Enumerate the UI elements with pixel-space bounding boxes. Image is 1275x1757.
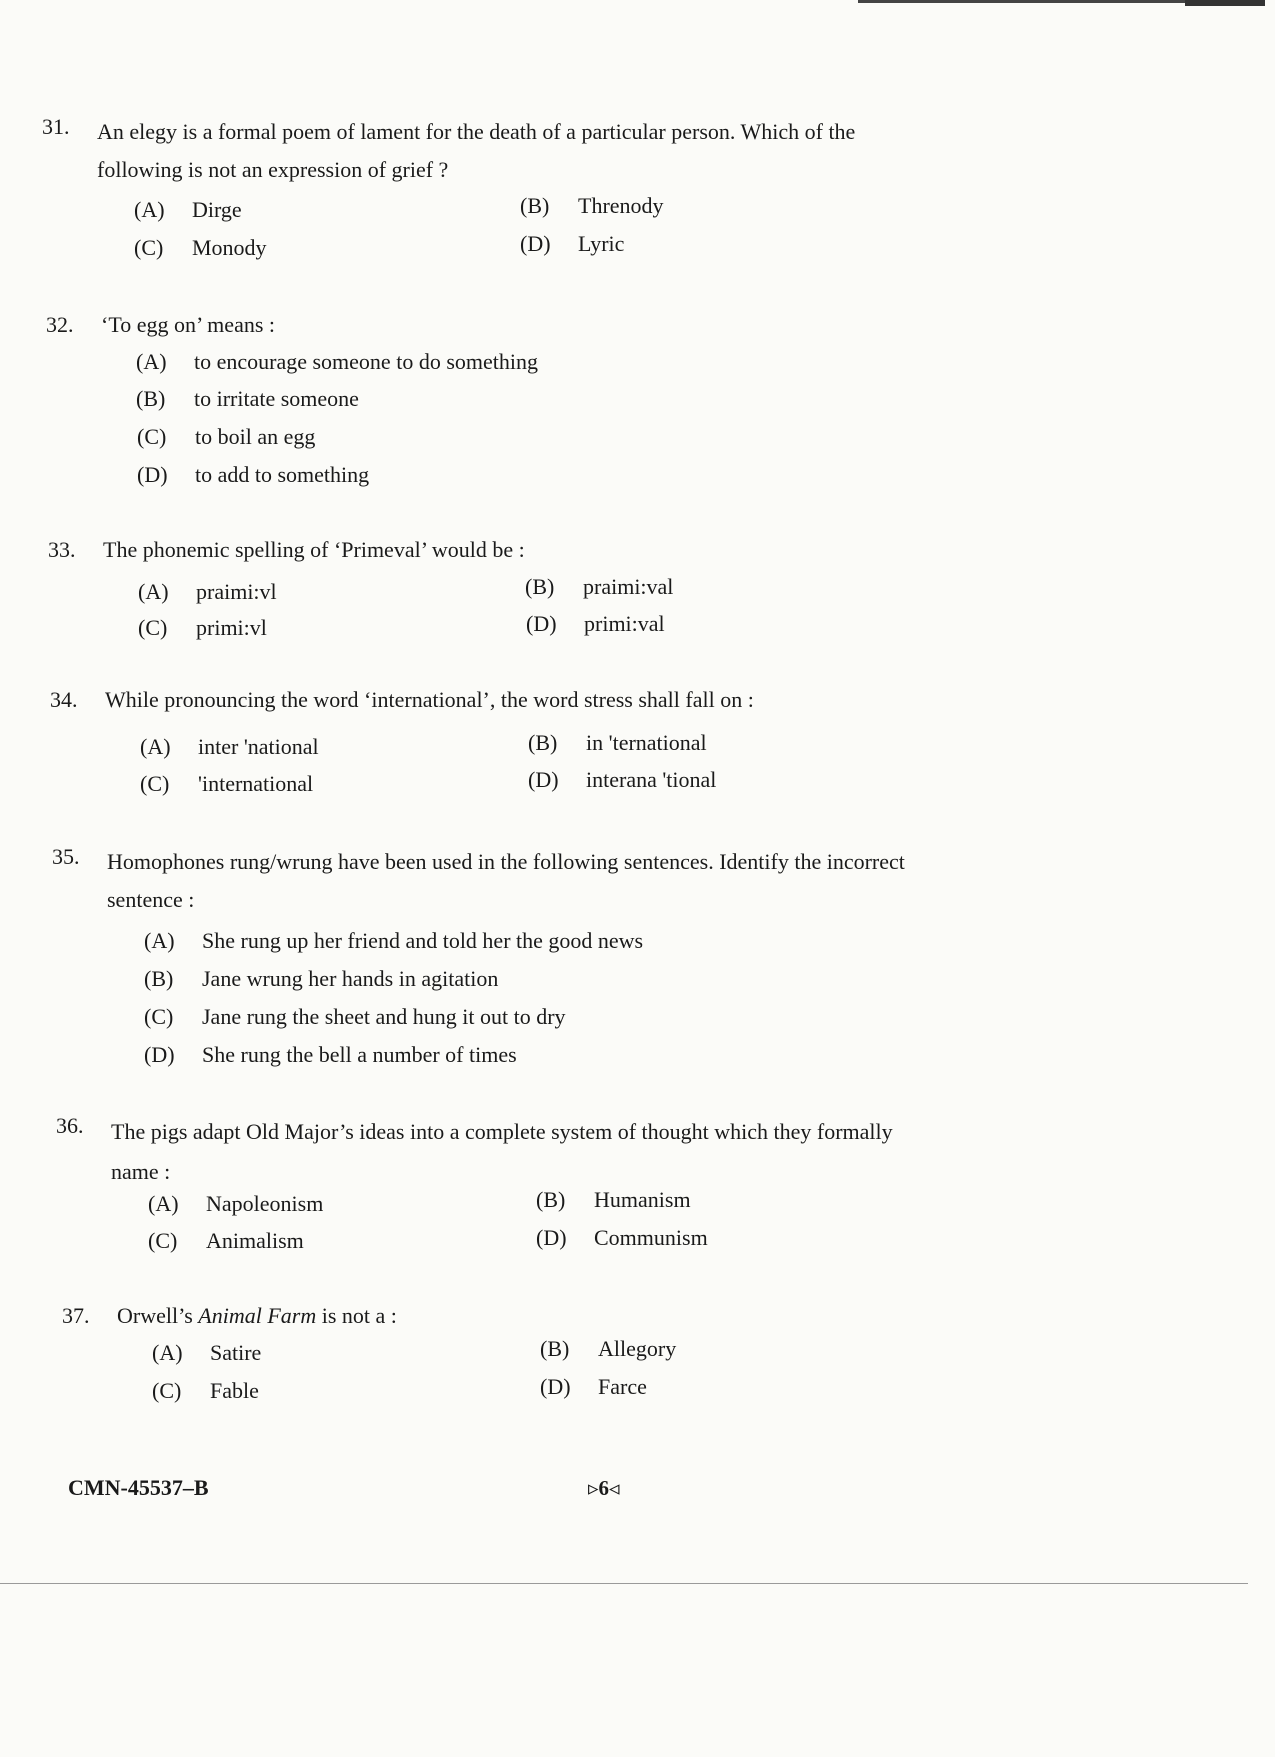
scan-edge-mark: [858, 0, 1238, 3]
option-text: Monody: [192, 235, 267, 260]
option-text: to add to something: [195, 462, 370, 487]
option-b: (B) to irritate someone: [136, 386, 359, 411]
option-text: praimi:val: [583, 574, 674, 599]
option-a: (A) She rung up her friend and told her the good news: [144, 928, 644, 953]
option-a: (A) praimi:vl: [138, 579, 277, 604]
question-text: ‘To egg on’ means :: [101, 312, 276, 337]
question-32: [46, 311, 921, 339]
option-c: (C) Monody: [134, 235, 267, 260]
scan-edge-mark: [1185, 0, 1265, 6]
question-number: 36.: [56, 1113, 84, 1138]
option-text: Dirge: [192, 197, 242, 222]
question-36: [56, 1112, 911, 1192]
option-text: Satire: [210, 1340, 262, 1365]
question-text: The phonemic spelling of ‘Primeval’ would be :: [103, 537, 525, 562]
option-c: (C) Fable: [152, 1378, 259, 1403]
option-text: to encourage someone to do something: [194, 349, 538, 374]
option-text: Lyric: [578, 231, 625, 256]
question-text: Orwell’s Animal Farm is not a :: [117, 1303, 397, 1328]
option-d: (D) She rung the bell a number of times: [144, 1042, 517, 1067]
option-a: (A) Napoleonism: [148, 1191, 324, 1216]
option-text: 'international: [198, 771, 314, 796]
option-text: primi:vl: [196, 615, 267, 640]
question-35: [52, 843, 907, 919]
question-text: Homophones rung/wrung have been used in the following sentences. Identify the incorrect sentence :: [107, 849, 905, 912]
option-b: (B) Jane wrung her hands in agitation: [144, 966, 499, 991]
option-c: (C) to boil an egg: [137, 424, 316, 449]
question-31: [42, 113, 897, 189]
question-text: While pronouncing the word ‘international’, the word stress shall fall on :: [105, 687, 754, 712]
book-title: Animal Farm: [198, 1303, 317, 1328]
option-a: (A) Satire: [152, 1340, 262, 1365]
option-text: Allegory: [598, 1336, 677, 1361]
question-33: [48, 536, 923, 564]
question-number: 37.: [62, 1303, 90, 1328]
option-c: (C) Animalism: [148, 1228, 304, 1253]
page-divider: [0, 1583, 1248, 1584]
option-d: (D) Farce: [540, 1374, 647, 1399]
option-text: interana 'tional: [586, 767, 717, 792]
option-text: She rung the bell a number of times: [202, 1042, 517, 1067]
option-b: (B) in 'ternational: [528, 730, 707, 755]
booklet-code: CMN-45537–B: [68, 1475, 209, 1500]
option-text: in 'ternational: [586, 730, 707, 755]
option-d: (D) interana 'tional: [528, 767, 717, 792]
option-text: to irritate someone: [194, 386, 359, 411]
option-text: Animalism: [206, 1228, 304, 1253]
question-number: 32.: [46, 312, 74, 337]
option-b: (B) Threnody: [520, 193, 664, 218]
option-a: (A) to encourage someone to do something: [136, 349, 538, 374]
option-text: Humanism: [594, 1187, 691, 1212]
option-a: (A) Dirge: [134, 197, 242, 222]
option-b: (B) Allegory: [540, 1336, 677, 1361]
option-text: Farce: [598, 1374, 647, 1399]
option-text: Napoleonism: [206, 1191, 324, 1216]
question-number: 34.: [50, 687, 78, 712]
question-number: 35.: [52, 844, 80, 869]
option-c: (C) 'international: [140, 771, 314, 796]
page-number: ▹6◃: [588, 1476, 620, 1500]
option-text: to boil an egg: [195, 424, 316, 449]
option-text: Fable: [210, 1378, 259, 1403]
option-d: (D) Communism: [536, 1225, 708, 1250]
option-text: Jane wrung her hands in agitation: [202, 966, 499, 991]
option-text: inter 'national: [198, 734, 319, 759]
option-b: (B) praimi:val: [525, 574, 674, 599]
question-37: [62, 1302, 937, 1330]
option-c: (C) Jane rung the sheet and hung it out to dry: [144, 1004, 566, 1029]
option-text: Threnody: [578, 193, 664, 218]
option-text: Communism: [594, 1225, 708, 1250]
option-a: (A) inter 'national: [140, 734, 319, 759]
question-number: 31.: [42, 114, 70, 139]
option-d: (D) primi:val: [526, 611, 665, 636]
question-34: [50, 686, 925, 714]
question-number: 33.: [48, 537, 76, 562]
option-text: Jane rung the sheet and hung it out to dry: [202, 1004, 566, 1029]
question-text: An elegy is a formal poem of lament for the death of a particular person. Which of the following is not an expression of grief ?: [97, 119, 856, 182]
option-text: praimi:vl: [196, 579, 277, 604]
question-text: The pigs adapt Old Major’s ideas into a complete system of thought which they formally name :: [111, 1119, 893, 1184]
option-d: (D) to add to something: [137, 462, 370, 487]
option-c: (C) primi:vl: [138, 615, 267, 640]
option-text: She rung up her friend and told her the good news: [202, 928, 644, 953]
option-d: (D) Lyric: [520, 231, 625, 256]
option-b: (B) Humanism: [536, 1187, 691, 1212]
option-text: primi:val: [584, 611, 665, 636]
